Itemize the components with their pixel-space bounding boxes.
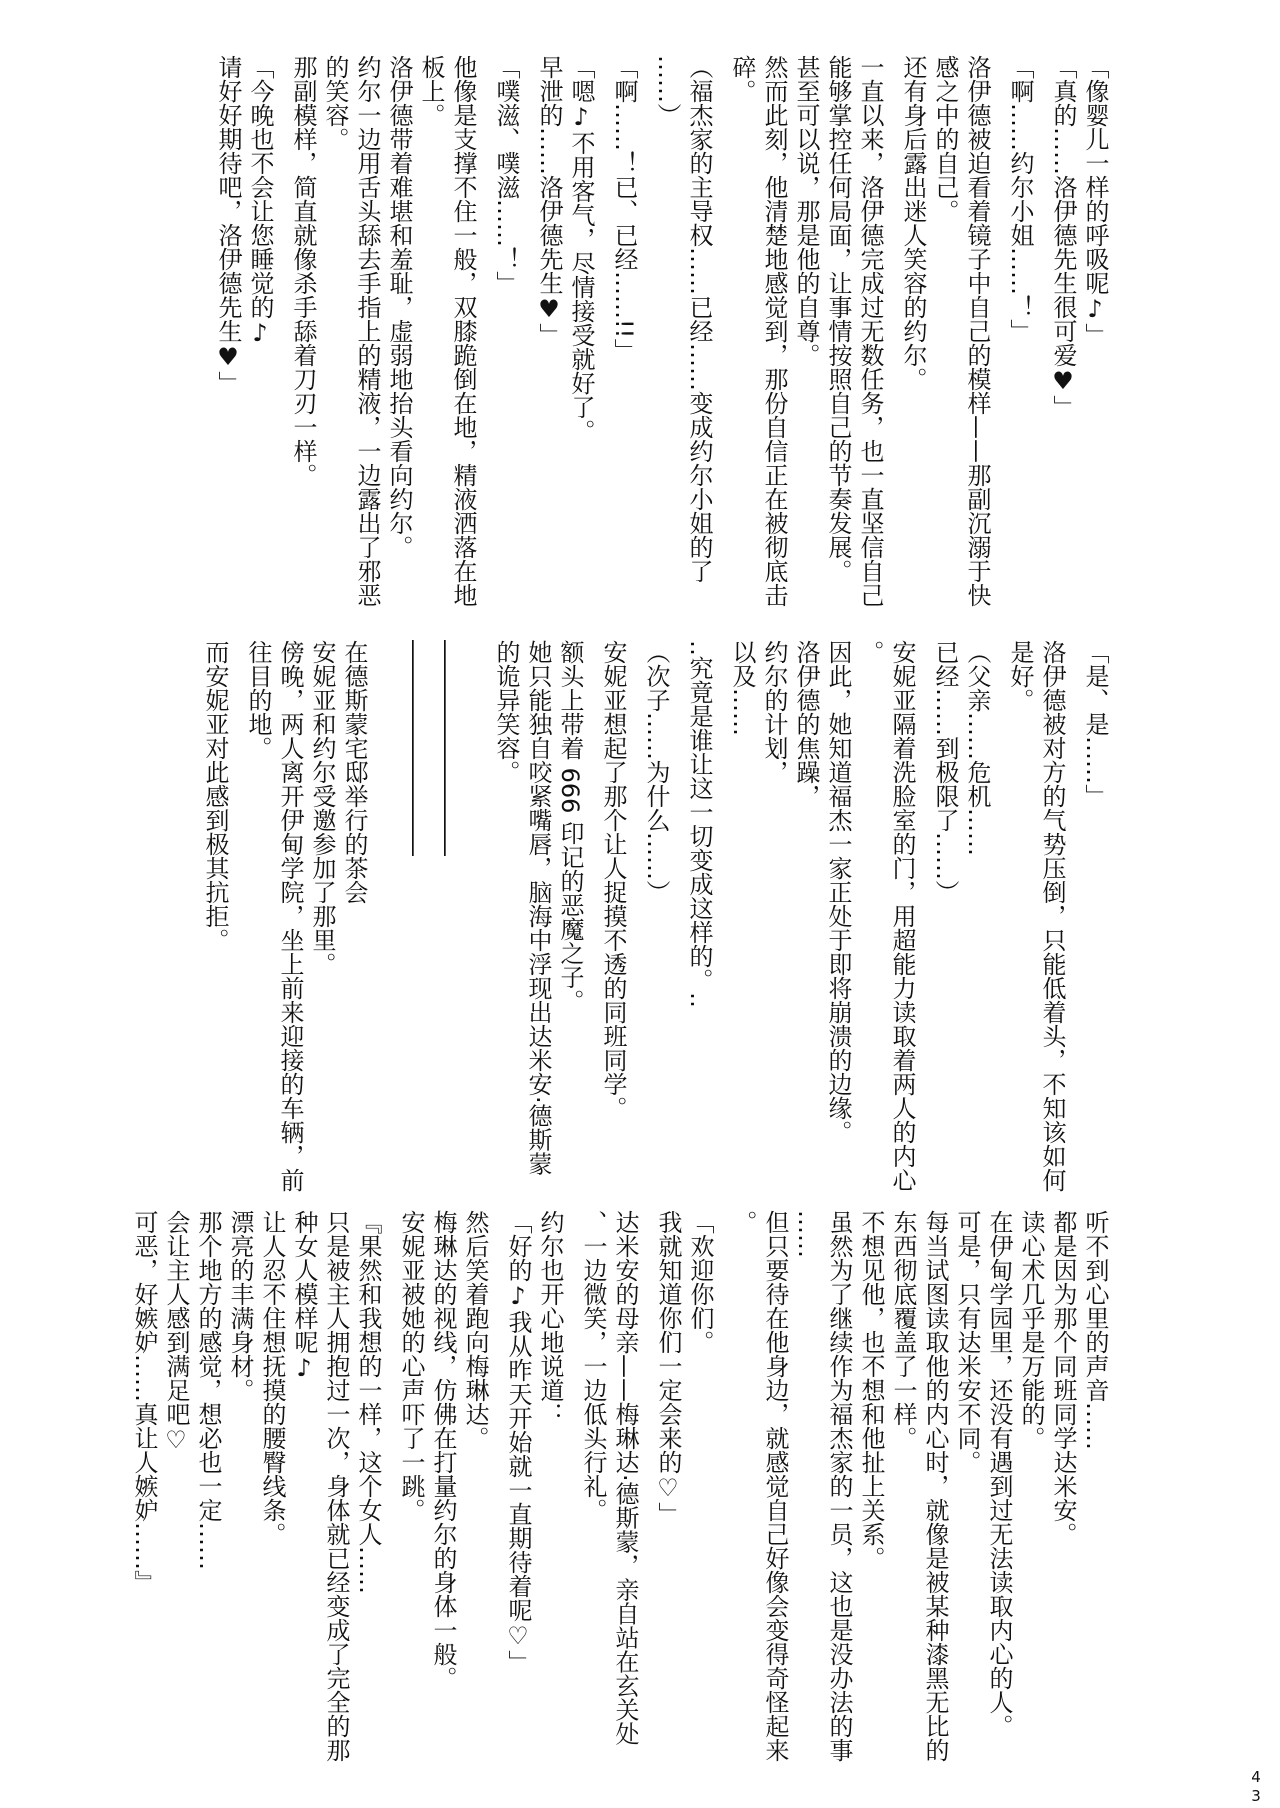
text-column: 东西彻底覆盖了一样。 <box>889 1210 917 1450</box>
text-column: 「真的……洛伊德先生很可爱♥」 <box>1049 55 1077 419</box>
text-column: 而安妮亚对此感到极其抗拒。 <box>201 640 229 952</box>
text-column: 一直以来，洛伊德完成过无数任务，也一直坚信自己 <box>856 55 884 607</box>
text-column: 「噗滋、噗滋……！」 <box>492 55 520 295</box>
text-column: 因此，她知道福杰一家正处于即将崩溃的边缘。 <box>824 640 852 1144</box>
text-column: ……） <box>653 55 681 127</box>
text-column: 那个地方的感觉，想必也一定…… <box>194 1210 222 1570</box>
text-column: 、一边微笑，一边低头行礼。 <box>579 1210 607 1522</box>
text-column: 她只能独自咬紧嘴唇，脑海中浮现出达米安·德斯蒙 <box>524 640 552 1176</box>
text-column: 漂亮的丰满身材。 <box>226 1210 254 1402</box>
scene-break-rule: ――――――――― <box>400 640 428 856</box>
text-column: 让人忍不住想抚摸的腰臀线条。 <box>258 1210 286 1546</box>
text-column: 「是、是……」 <box>1081 640 1109 808</box>
text-column: 请好好期待吧，洛伊德先生♥」 <box>214 55 242 395</box>
text-column: （次子……为什么……） <box>642 640 670 904</box>
text-column: （福杰家的主导权……已经……变成约尔小姐的了 <box>685 55 713 583</box>
text-column: 然而此刻，他清楚地感觉到，那份自信正在被彻底击 <box>760 55 788 607</box>
text-block-middle <box>0 640 1280 1205</box>
text-column: 。 <box>729 1210 757 1234</box>
text-column: 在德斯蒙宅邸举行的茶会 <box>340 640 368 904</box>
text-column: 只是被主人拥抱过一次，身体就已经变成了完全的那 <box>322 1210 350 1762</box>
text-column: 能够掌控任何局面，让事情按照自己的节奏发展。 <box>824 55 852 583</box>
page-number: 43 <box>1247 1768 1265 1806</box>
text-column: 「好的♪我从昨天开始就一直期待着呢♡」 <box>504 1210 532 1674</box>
scene-break-rule: ――――――――― <box>432 640 460 856</box>
text-column: 洛伊德被迫看着镜子中自己的模样——那副沉溺于快 <box>963 55 991 607</box>
text-column: 洛伊德的焦躁， <box>792 640 820 808</box>
text-column: 碎。 <box>728 55 756 103</box>
text-column: 洛伊德带着难堪和羞耻，虚弱地抬头看向约尔。 <box>385 55 413 559</box>
text-column: 我就知道你们一定会来的♡」 <box>654 1210 682 1526</box>
text-column: 的笑容。 <box>321 55 349 151</box>
text-column: 但只要待在他身边，就感觉自己好像会变得奇怪起来 <box>761 1210 789 1762</box>
text-block-bottom <box>0 1210 1280 1775</box>
text-block-top <box>0 55 1280 620</box>
text-column: 额头上带着 666 印记的恶魔之子。 <box>556 640 584 1014</box>
text-column: 还有身后露出迷人笑容的约尔。 <box>899 55 927 391</box>
text-column: 的诡异笑容。 <box>492 640 520 784</box>
text-column: 安妮亚被她的心声吓了一跳。 <box>397 1210 425 1522</box>
text-column: 安妮亚和约尔受邀参加了那里。 <box>308 640 336 976</box>
text-column: 往目的地。 <box>244 640 272 760</box>
text-column: 「今晚也不会让您睡觉的♪ <box>246 55 274 347</box>
text-column: 不想见他，也不想和他扯上关系。 <box>857 1210 885 1570</box>
text-column: 是好。 <box>1006 640 1034 712</box>
text-column: 都是因为那个同班同学达米安。 <box>1049 1210 1077 1546</box>
text-column: 安妮亚想起了那个让人捉摸不透的同班同学。 <box>599 640 627 1120</box>
text-column: 板上。 <box>417 55 445 127</box>
text-column: 可恶，好嫉妒……真让人嫉妒……』 <box>130 1210 158 1594</box>
text-column: 甚至可以说，那是他的自尊。 <box>792 55 820 367</box>
text-column: 已经……到极限了……） <box>931 640 959 904</box>
text-column: 种女人模样呢♪ <box>290 1210 318 1382</box>
text-column: ‥究竟是谁让这一切变成这样的。‥ <box>685 640 713 1009</box>
text-column: 「欢迎你们。 <box>686 1210 714 1354</box>
text-column: 洛伊德被对方的气势压倒，只能低着头，不知该如何 <box>1038 640 1066 1192</box>
text-column: 约尔的计划， <box>760 640 788 784</box>
text-column: 感之中的自己。 <box>931 55 959 223</box>
text-column: 。 <box>856 640 884 664</box>
text-column: 以及…… <box>728 640 756 736</box>
text-column: 然后笑着跑向梅琳达。 <box>461 1210 489 1450</box>
text-column: 『果然和我想的一样，这个女人…… <box>354 1210 382 1594</box>
text-column: 达米安的母亲——梅琳达·德斯蒙，亲自站在玄关处 <box>611 1210 639 1746</box>
text-column: 约尔也开心地说道： <box>536 1210 564 1426</box>
text-column: 会让主人感到满足吧♡ <box>162 1210 190 1454</box>
text-column: 那副模样，简直就像杀手舔着刀刃一样。 <box>289 55 317 487</box>
text-column: 傍晚，两人离开伊甸学院，坐上前来迎接的车辆，前 <box>276 640 304 1192</box>
text-column: 听不到心里的声音…… <box>1081 1210 1109 1450</box>
text-column: 「像婴儿一样的呼吸呢♪」 <box>1081 55 1109 347</box>
text-column: 读心术几乎是万能的。 <box>1017 1210 1045 1450</box>
text-column: 约尔一边用舌头舔去手指上的精液，一边露出了邪恶 <box>353 55 381 607</box>
text-column: 虽然为了继续作为福杰家的一员，这也是没办法的事 <box>825 1210 853 1762</box>
text-column: 梅琳达的视线，仿佛在打量约尔的身体一般。 <box>429 1210 457 1690</box>
text-column: …… <box>793 1210 821 1258</box>
text-column: （父亲……危机…… <box>963 640 991 856</box>
text-column: 早泄的……洛伊德先生♥」 <box>535 55 563 347</box>
text-column: 每当试图读取他的内心时，就像是被某种漆黑无比的 <box>921 1210 949 1762</box>
text-column: 「啊……约尔小姐……！」 <box>1006 55 1034 343</box>
text-column: 可是，只有达米安不同。 <box>953 1210 981 1474</box>
text-column: 安妮亚隔着洗脸室的门，用超能力读取着两人的内心 <box>888 640 916 1192</box>
text-column: 他像是支撑不住一般，双膝跪倒在地，精液洒落在地 <box>449 55 477 607</box>
text-column: 在伊甸学园里，还没有遇到过无法读取内心的人。 <box>985 1210 1013 1738</box>
text-column: 「嗯♪不用客气，尽情接受就好了。 <box>567 55 595 443</box>
text-column: 「啊……！已、已经……!!」 <box>610 55 638 363</box>
